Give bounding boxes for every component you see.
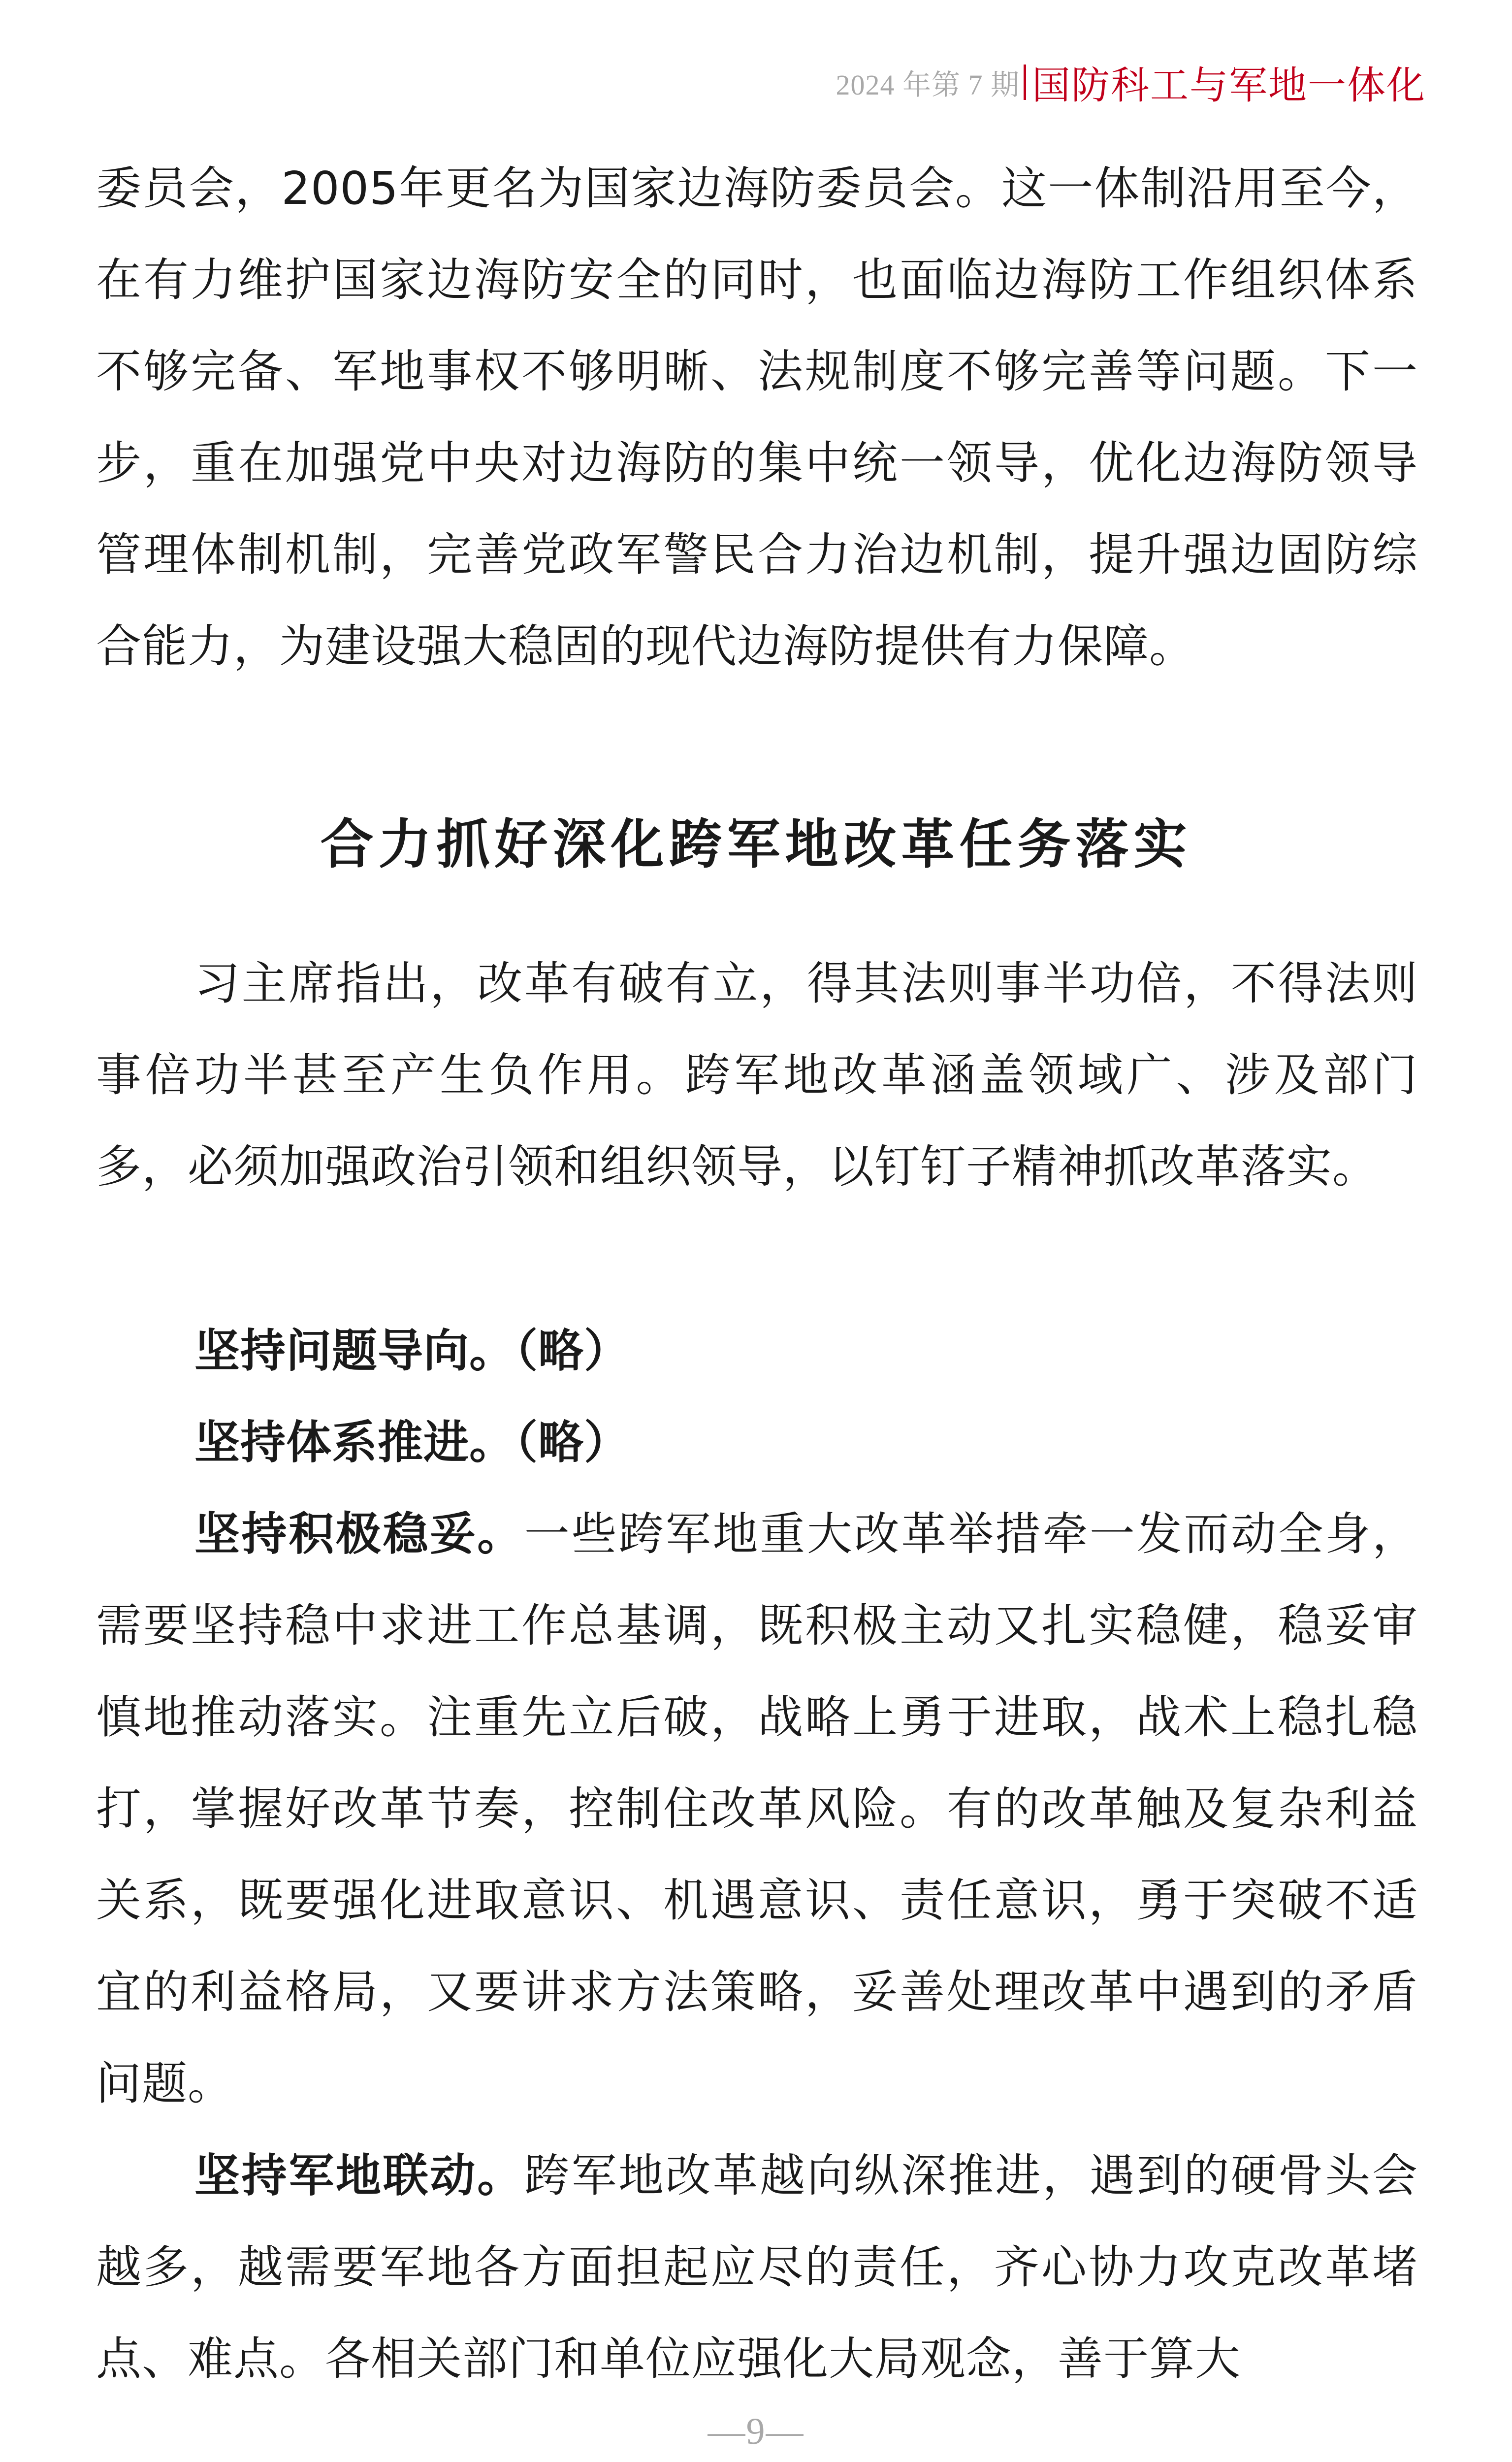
paragraph-steady-progress: [96, 1488, 1418, 2130]
section-heading: 合力抓好深化跨军地改革任务落实: [320, 813, 1192, 875]
paragraph-lead-heading: 坚持军地联动。: [194, 2149, 524, 2202]
paragraph-body: 跨军地改革越向纵深推进，遇到的硬骨头会越多，越需要军地各方面担起应尽的责任，齐心协力攻克改革堵点、难点。各相关部门和单位应强化大局观念，善于算大: [96, 2149, 1418, 2385]
paragraph-system-advance: 坚持体系推进。（略）: [194, 1416, 630, 1469]
page-number: —9—: [708, 2411, 804, 2452]
paragraph-problem-oriented: 坚持问题导向。（略）: [194, 1324, 630, 1377]
paragraph-military-civil-linkage: [96, 2130, 1418, 2405]
paragraph-intro: 习主席指出，改革有破有立，得其法则事半功倍，不得法则事倍功半甚至产生负作用。跨军地改革涵盖领域广、涉及部门多，必须加强政治引领和组织领导，以钉钉子精神抓改革落实。: [96, 957, 1418, 1193]
header-divider: [1024, 65, 1026, 100]
column-name: 国防科工与军地一体化: [1031, 64, 1426, 108]
running-header: [836, 55, 1426, 109]
paragraph-lead-heading: 坚持积极稳妥。: [194, 1507, 524, 1560]
paragraph-body: 一些跨军地重大改革举措牵一发而动全身，需要坚持稳中求进工作总基调，既积极主动又扎实稳健，稳妥审慎地推动落实。注重先立后破，战略上勇于进取，战术上稳扎稳打，掌握好改革节奏，控制住改革风险。有的改革触及复杂利益关系，既要强化进取意识、机遇意识、责任意识，勇于突破不适宜的利益格局，又要讲求方法策略，妥善处理改革中遇到的矛盾问题。: [96, 1508, 1418, 2110]
issue-label: 2024 年第 7 期: [836, 69, 1020, 101]
paragraph-continuation: 委员会，2005年更名为国家边海防委员会。这一体制沿用至今，在有力维护国家边海防安全的同时，也面临边海防工作组织体系不够完备、军地事权不够明晰、法规制度不够完善等问题。下一步，重在加强党中央对边海防的集中统一领导，优化边海防领导管理体制机制，完善党政军警民合力治边机制，提升强边固防综合能力，为建设强大稳固的现代边海防提供有力保障。: [96, 162, 1418, 673]
